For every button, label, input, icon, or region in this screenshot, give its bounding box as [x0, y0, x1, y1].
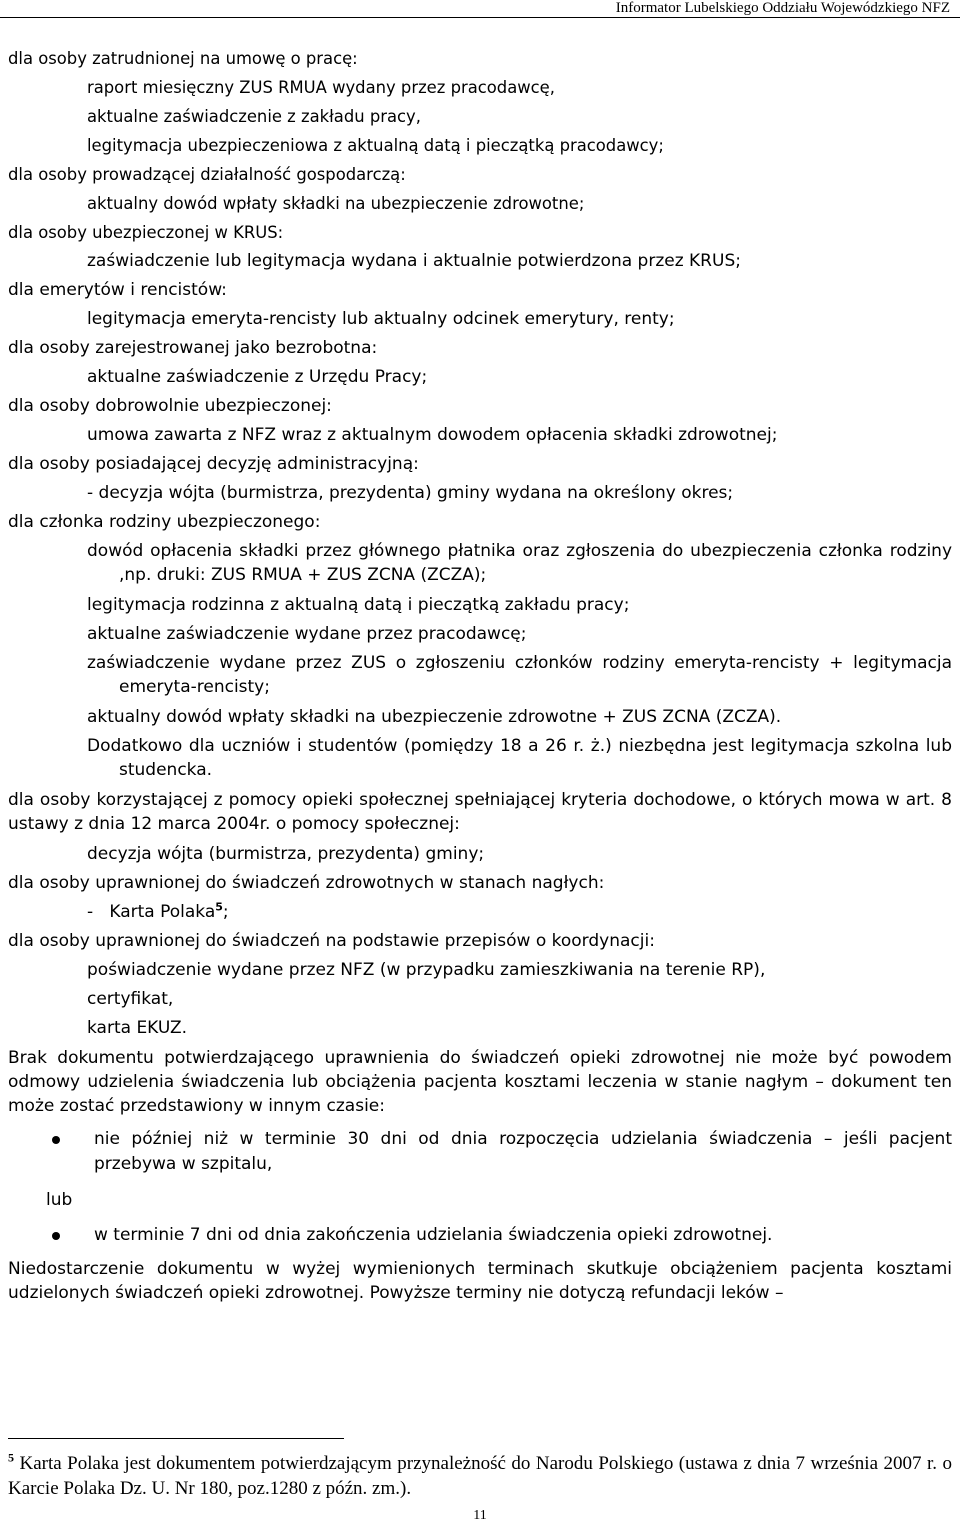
conjunction-lub: lub	[46, 1190, 73, 1210]
bullet-icon	[52, 1136, 60, 1144]
category-family-member: dla członka rodziny ubezpieczonego:	[8, 512, 321, 532]
doc-item: - decyzja wójta (burmistrza, prezydenta) gminy wydana na określony okres;	[87, 483, 734, 503]
category-krus: dla osoby ubezpieczonej w KRUS:	[8, 223, 284, 242]
bullet-text: nie później niż w terminie 30 dni od dnia rozpoczęcia udzielania świadczenia – jeśli pacjent przebywa w szpitalu,	[94, 1129, 952, 1174]
doc-item: poświadczenie wydane przez NFZ (w przypadku zamieszkiwania na terenie RP),	[87, 960, 766, 980]
footnote-separator	[8, 1438, 344, 1439]
doc-item: zaświadczenie wydane przez ZUS o zgłoszeniu członków rodziny emeryta-rencisty + legitymacja emeryta-rencisty;	[87, 653, 952, 697]
doc-item: Dodatkowo dla uczniów i studentów (pomiędzy 18 a 26 r. ż.) niezbędna jest legitymacja szkolna lub studencka.	[87, 736, 952, 780]
category-administrative-decision: dla osoby posiadającej decyzję administracyjną:	[8, 454, 419, 474]
karta-polaka-end: ;	[222, 902, 229, 922]
doc-item: dowód opłacenia składki przez głównego płatnika oraz zgłoszenia do ubezpieczenia członka rodziny ,np. druki: ZUS RMUA + ZUS ZCNA (ZCZA);	[87, 541, 952, 585]
doc-item: legitymacja emeryta-rencisty lub aktualny odcinek emerytury, renty;	[87, 309, 675, 329]
bullet-item	[8, 1223, 952, 1248]
bullet-text: w terminie 7 dni od dnia zakończenia udzielania świadczenia opieki zdrowotnej.	[94, 1225, 773, 1245]
doc-item: umowa zawarta z NFZ wraz z aktualnym dowodem opłacenia składki zdrowotnej;	[87, 425, 778, 445]
doc-item: aktualne zaświadczenie wydane przez pracodawcę;	[87, 624, 527, 644]
doc-item: aktualne zaświadczenie z zakładu pracy,	[87, 107, 421, 126]
footnote-mark: 5	[8, 1450, 14, 1465]
paragraph-consequences: Niedostarczenie dokumentu w wyżej wymienionych terminach skutkuje obciążeniem pacjenta kosztami udzielonych świadczeń opieki zdrowotnej. Powyższe terminy nie dotyczą refundacji leków –	[8, 1259, 952, 1303]
doc-item: decyzja wójta (burmistrza, prezydenta) gminy;	[87, 844, 485, 864]
category-pensioners: dla emerytów i rencistów:	[8, 280, 227, 300]
running-header	[0, 0, 960, 18]
doc-item: aktualny dowód wpłaty składki na ubezpieczenie zdrowotne;	[87, 194, 585, 213]
category-emergency: dla osoby uprawnionej do świadczeń zdrowotnych w stanach nagłych:	[8, 873, 605, 893]
document-body	[8, 44, 952, 1308]
doc-item: karta EKUZ.	[87, 1018, 188, 1038]
page-number: 11	[473, 1508, 487, 1523]
bullet-icon	[52, 1232, 60, 1240]
category-coordination: dla osoby uprawnionej do świadczeń na podstawie przepisów o koordynacji:	[8, 931, 655, 951]
doc-item: legitymacja ubezpieczeniowa z aktualną datą i pieczątką pracodawcy;	[87, 136, 664, 155]
doc-item: raport miesięczny ZUS RMUA wydany przez pracodawcę,	[87, 78, 555, 97]
doc-item: aktualne zaświadczenie z Urzędu Pracy;	[87, 367, 428, 387]
footnote-text: Karta Polaka jest dokumentem potwierdzającym przynależność do Narodu Polskiego (ustawa z dnia 7 września 2007 r. o Karcie Polaka Dz. U. Nr 180, poz.1280 z późn. zm.).	[8, 1453, 952, 1499]
category-employed: dla osoby zatrudnionej na umowę o pracę:	[8, 49, 358, 68]
doc-item: certyfikat,	[87, 989, 174, 1009]
category-voluntary: dla osoby dobrowolnie ubezpieczonej:	[8, 396, 332, 416]
category-social-assistance: dla osoby korzystającej z pomocy opieki społecznej spełniającej kryteria dochodowe, o których mowa w art. 8 ustawy z dnia 12 marca 2004r. o pomocy społecznej:	[8, 790, 952, 834]
bullet-item	[8, 1127, 952, 1177]
doc-item: aktualny dowód wpłaty składki na ubezpieczenie zdrowotne + ZUS ZCNA (ZCZA).	[87, 707, 782, 727]
doc-item: zaświadczenie lub legitymacja wydana i aktualnie potwierdzona przez KRUS;	[87, 251, 741, 271]
category-self-employed: dla osoby prowadzącej działalność gospodarczą:	[8, 165, 406, 184]
footnote-reference: 5	[215, 900, 223, 914]
header-title: Informator Lubelskiego Oddziału Wojewódzkiego NFZ	[615, 0, 950, 16]
doc-item: legitymacja rodzinna z aktualną datą i pieczątką zakładu pracy;	[87, 595, 630, 615]
footnote	[8, 1451, 952, 1501]
doc-item-karta-polaka	[8, 898, 952, 927]
category-unemployed: dla osoby zarejestrowanej jako bezrobotna:	[8, 338, 378, 358]
paragraph-missing-document: Brak dokumentu potwierdzającego uprawnienia do świadczeń opieki zdrowotnej nie może być powodem odmowy udzielenia świadczenia lub obciążenia pacjenta kosztami leczenia w stanie nagłym – dokument ten może zostać przedstawiony w innym czasie:	[8, 1048, 952, 1116]
karta-polaka-text: - Karta Polaka	[87, 902, 216, 922]
